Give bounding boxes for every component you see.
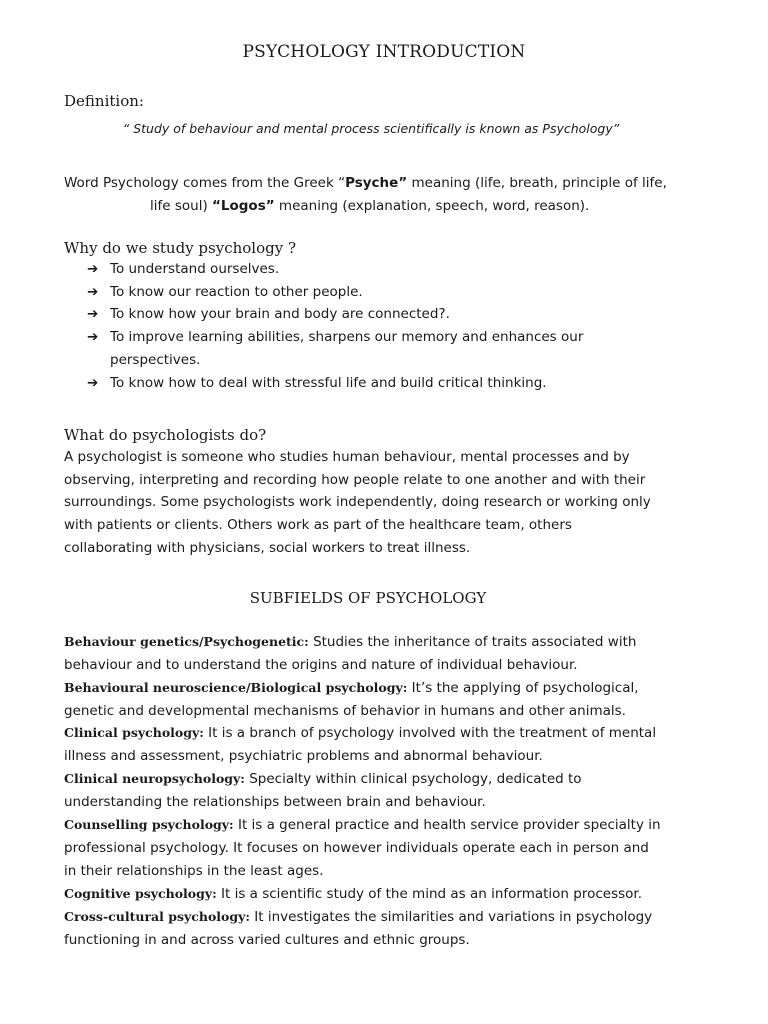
definition-heading: Definition:: [64, 92, 144, 110]
subfield-line: behaviour and to understand the origins and nature of individual behaviour.: [64, 657, 578, 673]
what-paragraph-line: A psychologist is someone who studies human behaviour, mental processes and by: [64, 449, 630, 465]
logos-term: “Logos”: [212, 198, 275, 214]
arrow-icon: ➔: [87, 329, 99, 345]
subfield-line: understanding the relationships between brain and behaviour.: [64, 794, 486, 810]
why-item-continuation: perspectives.: [110, 352, 201, 368]
subfield-clinical-neuropsychology: Clinical neuropsychology: Specialty within clinical psychology, dedicated to: [64, 771, 582, 787]
what-paragraph-line: with patients or clients. Others work as part of the healthcare team, others: [64, 517, 572, 533]
subfield-cross-cultural-psychology: Cross-cultural psychology: It investigates the similarities and variations in psychology: [64, 909, 653, 925]
what-paragraph-line: collaborating with physicians, social workers to treat illness.: [64, 540, 471, 556]
subfield-line: in their relationships in the least ages.: [64, 863, 324, 879]
arrow-icon: ➔: [87, 261, 99, 277]
subfield-behavioural-neuroscience: Behavioural neuroscience/Biological psychology: It’s the applying of psychological,: [64, 680, 639, 696]
why-heading: Why do we study psychology ?: [64, 239, 297, 257]
arrow-icon: ➔: [87, 306, 99, 322]
subfield-counselling-psychology: Counselling psychology: It is a general practice and health service provider specialty in: [64, 817, 661, 833]
subfield-line: genetic and developmental mechanisms of behavior in humans and other animals.: [64, 703, 626, 719]
subfield-line: professional psychology. It focuses on however individuals operate each in person and: [64, 840, 649, 856]
what-paragraph-line: surroundings. Some psychologists work independently, doing research or working only: [64, 494, 651, 510]
subfield-line: illness and assessment, psychiatric problems and abnormal behaviour.: [64, 748, 543, 764]
page-title: PSYCHOLOGY INTRODUCTION: [242, 42, 526, 62]
why-item: ➔ To know how to deal with stressful life and build critical thinking.: [87, 375, 547, 391]
subfield-behaviour-genetics: Behaviour genetics/Psychogenetic: Studies the inheritance of traits associated with: [64, 634, 637, 650]
arrow-icon: ➔: [87, 284, 99, 300]
psyche-term: Psyche”: [345, 175, 408, 191]
definition-quote: “ Study of behaviour and mental process scientifically is known as Psychology”: [122, 121, 620, 136]
origin-line-2: life soul) “Logos” meaning (explanation, speech, word, reason).: [150, 198, 590, 214]
subfields-heading: SUBFIELDS OF PSYCHOLOGY: [249, 589, 487, 607]
why-item: ➔ To improve learning abilities, sharpens our memory and enhances our: [87, 329, 584, 345]
what-heading: What do psychologists do?: [64, 426, 267, 444]
why-item: ➔ To know how your brain and body are connected?.: [87, 306, 450, 322]
subfield-cognitive-psychology: Cognitive psychology: It is a scientific study of the mind as an information processor.: [64, 886, 643, 902]
subfield-clinical-psychology: Clinical psychology: It is a branch of psychology involved with the treatment of mental: [64, 725, 657, 741]
arrow-icon: ➔: [87, 375, 99, 391]
why-item: ➔ To understand ourselves.: [87, 261, 280, 277]
why-item: ➔ To know our reaction to other people.: [87, 284, 363, 300]
subfield-line: functioning in and across varied cultures and ethnic groups.: [64, 932, 470, 948]
what-paragraph-line: observing, interpreting and recording how people relate to one another and with their: [64, 472, 646, 488]
origin-line-1: Word Psychology comes from the Greek “Psyche” meaning (life, breath, principle of life,: [64, 175, 667, 191]
